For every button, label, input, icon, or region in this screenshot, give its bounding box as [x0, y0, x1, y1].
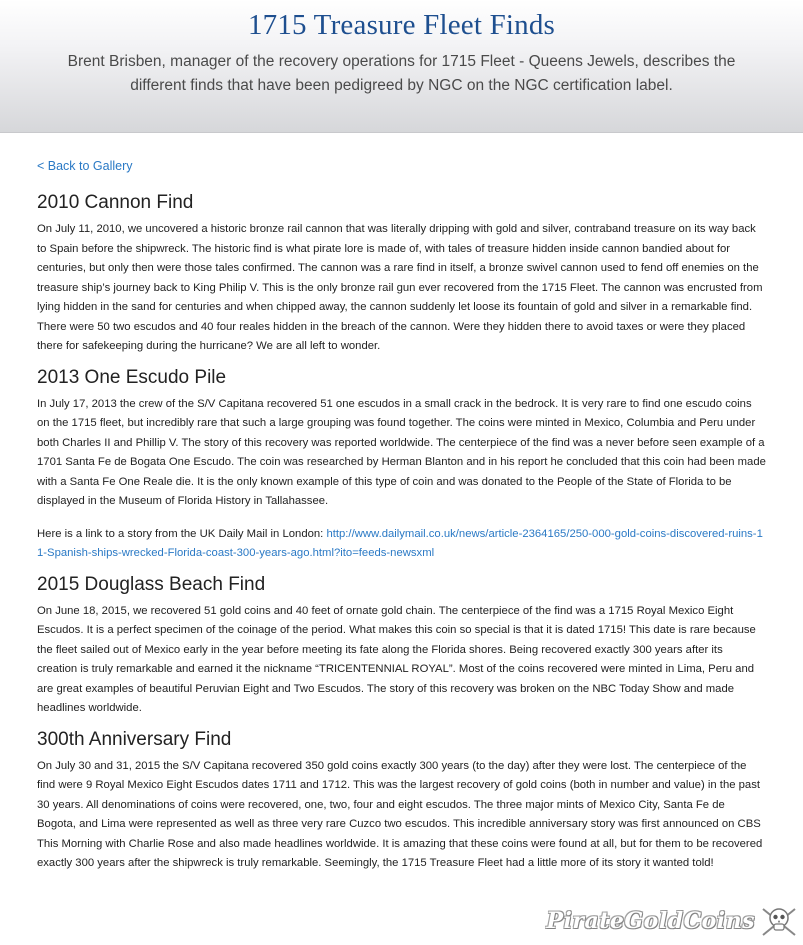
section-title: 2010 Cannon Find — [37, 192, 194, 213]
section-title: 300th Anniversary Find — [37, 728, 232, 750]
skull-crossed-swords-icon — [759, 903, 799, 939]
watermark-logo-text: PirateGoldCoins — [546, 908, 755, 934]
page-subtitle: Brent Brisben, manager of the recovery operations for 1715 Fleet - Queens Jewels, describes the different finds that have been pedigreed by NGC on the NGC certification label. — [67, 53, 736, 94]
section-body: On July 30 and 31, 2015 the S/V Capitana recovered 350 gold coins exactly 300 years (to the day) after they were lost. The centerpiece of the find were 9 Royal Mexico Eight Escudos dates 1711 and 1712. This was the largest recovery of gold coins (both in number and value) in the past 30 years. All denominations of coins were recovered, one, two, four and eight escudos. The three major mints of Mexico City, Santa Fe de Bogota, and Lima were represented as well as three very rare Cuzco two escudos. This incredible anniversary story was first announced on CBS This Morning with Charlie Rose and also made headlines worldwide. It is amazing that these coins were found at all, but for them to be recovered exactly 300 years after the shipwreck is truly remarkable. Seemingly, the 1715 Treasure Fleet had a little more of its story it wanted told! — [37, 759, 763, 869]
section-2010-cannon-find — [37, 191, 766, 357]
link-intro-text: Here is a link to a story from the UK Daily Mail in London: — [37, 527, 327, 540]
page-header — [0, 0, 803, 133]
pirate-gold-coins-watermark — [546, 903, 799, 939]
section-body: On July 11, 2010, we uncovered a historic bronze rail cannon that was literally dripping with gold and silver, contraband treasure on its way back to Spain before the shipwreck. The historic find is what pirate lore is made of, with tales of treasure hidden inside cannon bandied about for centuries, but only then were those tales confirmed. The cannon was a rare find in itself, a bronze swivel cannon used to fend off enemies on the treasure ship’s journey back to King Philip V. This is the only bronze rail gun ever recovered from the 1715 Fleet. The cannon was encrusted from lying hidden in the sand for centuries and when chipped away, the cannon suddenly let loose its fountain of gold and silver in a remarkable find. There were 50 two escudos and 40 four reales hidden in the breach of the cannon. Were they hidden there to avoid taxes or were they placed there for safekeeping during the hurricane? We are all left to wonder. — [37, 223, 763, 352]
back-to-gallery-link[interactable]: < Back to Gallery — [37, 159, 133, 173]
section-300th-anniversary-find — [37, 728, 766, 874]
section-body: On June 18, 2015, we recovered 51 gold coins and 40 feet of ornate gold chain. The centerpiece of the find was a 1715 Royal Mexico Eight Escudos. It is a perfect specimen of the coinage of the period. What makes this coin so special is that it is dated 1715! This date is rare because the fleet sailed out of Mexico early in the year before meeting its fate along the Florida shores. Being recovered exactly 300 years after its creation is truly remarkable and earned it the nickname “TRICENTENNIAL ROYAL”. Most of the coins recovered were minted in Lima, Peru and are great examples of beautiful Peruvian Eight and Two Escudos. The story of this recovery was broken on the NBC Today Show and made headlines worldwide. — [37, 604, 756, 714]
section-title: 2013 One Escudo Pile — [37, 366, 227, 388]
page-title: 1715 Treasure Fleet Finds — [247, 9, 556, 41]
main-content — [0, 133, 803, 874]
daily-mail-article-link[interactable]: http://www.dailymail.co.uk/news/article-2364165/250-000-gold-coins-discovered-ruins-11-Spanish-ships-wrecked-Florida-coast-300-years-ago.html?ito=feeds-newsxml — [37, 527, 763, 559]
section-body: In July 17, 2013 the crew of the S/V Capitana recovered 51 one escudos in a small crack in the bedrock. It is very rare to find one escudo coins on the 1715 fleet, but incredibly rare that such a large grouping was found together. The coins were minted in Mexico, Columbia and Peru under both Charles II and Phillip V. The story of this recovery was reported worldwide. The centerpiece of the find was a never before seen example of a 1701 Santa Fe de Bogata One Escudo. The coin was researched by Herman Blanton and in his report he concluded that this coin had been made with a Santa Fe One Reale die. It is the only known example of this type of coin and was donated to the People of the State of Florida to be displayed in the Museum of Florida History in Tallahassee. — [37, 397, 766, 507]
section-2015-douglass-beach-find — [37, 573, 766, 719]
section-2013-one-escudo-pile — [37, 366, 766, 564]
section-title: 2015 Douglass Beach Find — [37, 573, 266, 595]
daily-mail-link-paragraph — [37, 525, 766, 564]
